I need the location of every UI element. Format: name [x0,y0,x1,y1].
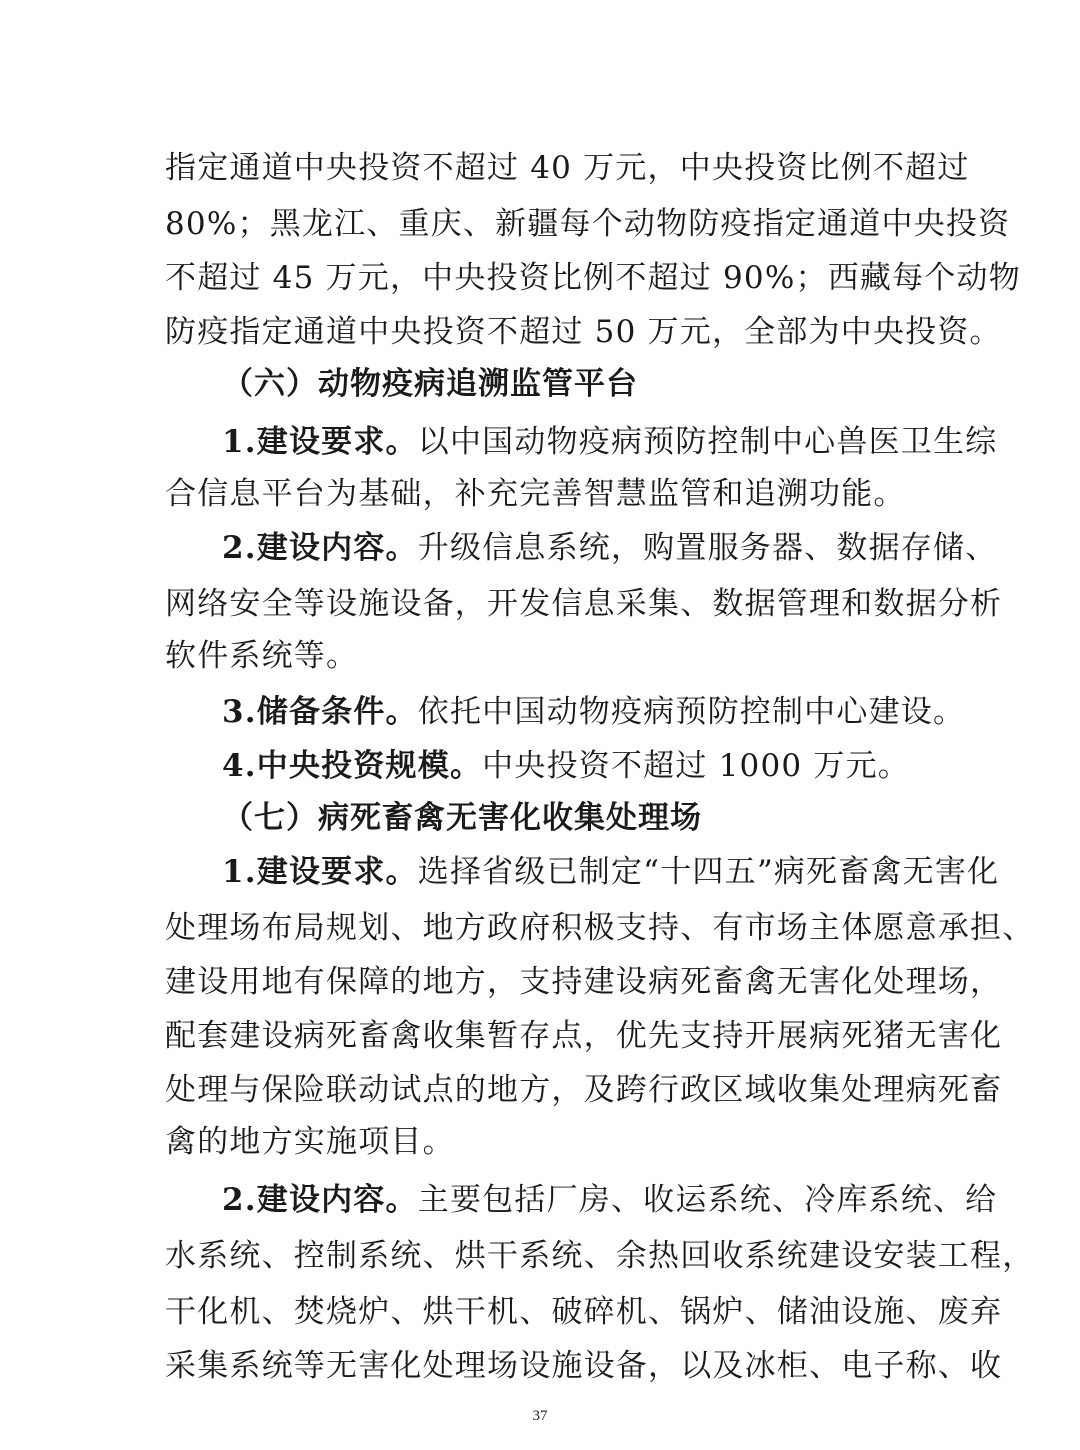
item-text: 以中国动物疫病预防控制中心兽医卫生综 [417,424,998,460]
paragraph-line: 采集系统等无害化处理场设施设备，以及冰柜、电子称、收 [165,1348,1003,1384]
item-lead: 2.建设内容。 [222,1182,418,1218]
item-text: 依托中国动物疫病预防控制中心建设。 [417,694,966,730]
paragraph-line: 禽的地方实施项目。 [165,1124,455,1160]
paragraph-line: 水系统、控制系统、烘干系统、余热回收系统建设安装工程， [165,1238,1035,1274]
item-text: 选择省级已制定“十四五”病死畜禽无害化 [417,854,1000,890]
paragraph-line: 处理与保险联动试点的地方，及跨行政区域收集处理病死畜 [165,1072,1003,1108]
item-lead: 1.建设要求。 [222,424,418,460]
item-lead: 2.建设内容。 [222,530,418,566]
paragraph-line: 网络安全等设施设备，开发信息采集、数据管理和数据分析 [165,586,1003,622]
section-heading-7: （七）病死畜禽无害化收集处理场 [222,800,702,836]
paragraph-line: 软件系统等。 [165,638,359,674]
item-lead: 4.中央投资规模。 [222,748,483,784]
item-lead: 1.建设要求。 [222,854,418,890]
paragraph-line: 不超过 45 万元，中央投资比例不超过 90%；西藏每个动物 [165,260,1021,296]
item-3-reserve-conditions [222,690,966,734]
item-1-requirements [222,420,998,464]
item-2-content [222,526,998,570]
item-2-content [222,1178,998,1222]
item-text: 中央投资不超过 1000 万元。 [482,748,910,784]
paragraph-line: 干化机、焚烧炉、烘干机、破碎机、锅炉、储油设施、废弃 [165,1294,1003,1330]
section-heading-6: （六）动物疫病追溯监管平台 [222,366,638,402]
paragraph-line: 配套建设病死畜禽收集暂存点，优先支持开展病死猪无害化 [165,1018,1003,1054]
item-4-investment-scale [222,744,917,788]
paragraph-line: 指定通道中央投资不超过 40 万元，中央投资比例不超过 [165,150,970,186]
paragraph-line: 建设用地有保障的地方，支持建设病死畜禽无害化处理场， [165,964,1003,1000]
paragraph-line: 防疫指定通道中央投资不超过 50 万元，全部为中央投资。 [165,314,1002,350]
page-number: 37 [532,1408,548,1424]
item-text: 主要包括厂房、收运系统、冷库系统、给 [417,1182,998,1218]
item-text: 升级信息系统，购置服务器、数据存储、 [417,530,998,566]
paragraph-line: 处理场布局规划、地方政府积极支持、有市场主体愿意承担、 [165,910,1035,946]
paragraph-line: 80%；黑龙江、重庆、新疆每个动物防疫指定通道中央投资 [165,206,1011,242]
item-1-requirements [222,850,1000,894]
paragraph-line: 合信息平台为基础，补充完善智慧监管和追溯功能。 [165,476,906,512]
item-lead: 3.储备条件。 [222,694,418,730]
